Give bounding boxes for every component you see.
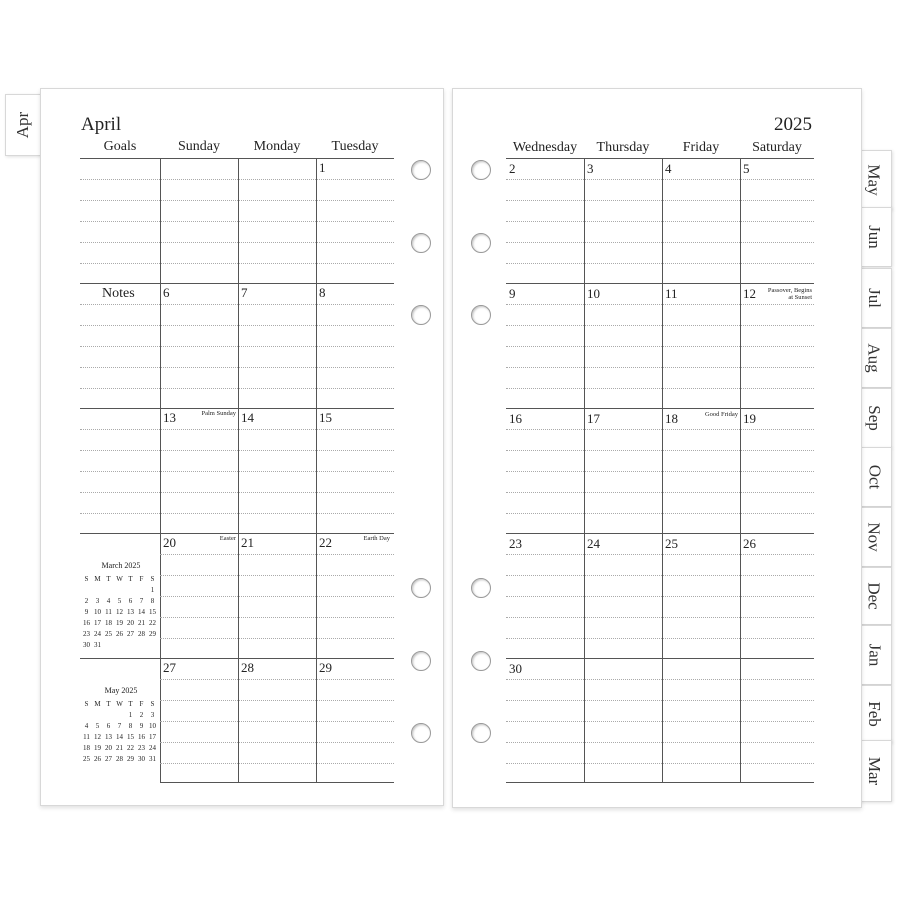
writing-line	[506, 700, 814, 701]
day-number: 17	[587, 411, 600, 426]
mini-day: 25	[83, 755, 90, 763]
grid-line	[80, 158, 394, 159]
writing-line	[160, 742, 394, 743]
mini-day	[125, 586, 136, 594]
grid-line	[160, 158, 161, 782]
day-number: 9	[509, 286, 516, 301]
day-number: 22	[319, 535, 332, 550]
writing-line	[80, 513, 394, 514]
binder-hole	[411, 578, 431, 598]
mini-day: 4	[106, 597, 111, 605]
mini-weekday: S	[84, 575, 89, 583]
mini-day	[81, 586, 92, 594]
writing-line	[160, 700, 394, 701]
writing-line	[80, 200, 394, 201]
writing-line	[160, 617, 394, 618]
tab-label: Feb	[865, 701, 884, 727]
header-saturday: Saturday	[752, 140, 802, 155]
mini-day: 19	[116, 619, 123, 627]
writing-line	[506, 554, 814, 555]
day-number: 21	[241, 535, 254, 550]
day-number: 7	[241, 285, 248, 300]
mini-weekday: T	[128, 700, 133, 708]
day-number: 6	[163, 285, 170, 300]
writing-line	[506, 304, 814, 305]
writing-line	[80, 367, 394, 368]
mini-day: 22	[127, 744, 134, 752]
writing-line	[80, 388, 394, 389]
mini-day	[92, 586, 103, 594]
binder-hole	[471, 233, 491, 253]
mini-day: 23	[83, 630, 90, 638]
binder-hole	[471, 723, 491, 743]
mini-day: 23	[138, 744, 145, 752]
day-number: 3	[587, 161, 594, 176]
writing-line	[506, 263, 814, 264]
day-number: 28	[241, 660, 254, 675]
writing-line	[506, 679, 814, 680]
day-number: 25	[665, 536, 678, 551]
grid-line	[80, 283, 394, 284]
grid-line	[662, 158, 663, 782]
mini-day: 7	[117, 722, 122, 730]
grid-line	[80, 408, 394, 409]
mini-day: 6	[106, 722, 111, 730]
grid-line	[584, 158, 585, 782]
mini-weekday: W	[116, 575, 123, 583]
writing-line	[80, 221, 394, 222]
mini-day: 14	[116, 733, 123, 741]
mini-day: 9	[84, 608, 89, 616]
tab-label: Jan	[864, 643, 884, 667]
day-number: 11	[665, 286, 678, 301]
day-number: 2	[509, 161, 516, 176]
binder-hole	[471, 578, 491, 598]
binder-hole	[411, 651, 431, 671]
grid-line	[506, 158, 814, 159]
writing-line	[160, 575, 394, 576]
mini-day: 5	[117, 597, 122, 605]
day-number: 29	[319, 660, 332, 675]
mini-day: 30	[138, 755, 145, 763]
mini-weekday: T	[106, 700, 111, 708]
mini-day: 30	[83, 641, 90, 649]
writing-line	[80, 492, 394, 493]
mini-calendar-title: March 2025	[101, 561, 141, 570]
binder-hole	[411, 305, 431, 325]
mini-day	[103, 711, 114, 719]
holiday-passover-line1: Passover, Begins	[767, 287, 812, 294]
holiday-passover-line2: at Sunset	[788, 294, 812, 302]
header-sunday: Sunday	[178, 139, 220, 154]
mini-day	[103, 586, 114, 594]
writing-line	[160, 554, 394, 555]
mini-day	[114, 711, 125, 719]
mini-day: 24	[149, 744, 156, 752]
mini-day: 31	[149, 755, 156, 763]
mini-day: 11	[83, 733, 90, 741]
mini-day: 8	[128, 722, 133, 730]
writing-line	[80, 242, 394, 243]
grid-line	[316, 158, 317, 782]
mini-day: 1	[128, 711, 133, 719]
mini-day: 27	[105, 755, 112, 763]
mini-day: 10	[149, 722, 156, 730]
holiday-passover	[756, 287, 812, 301]
writing-line	[506, 513, 814, 514]
mini-calendar-may	[81, 686, 161, 763]
writing-line	[506, 471, 814, 472]
mini-day: 31	[94, 641, 101, 649]
mini-calendar-march	[81, 561, 161, 649]
mini-day: 28	[138, 630, 145, 638]
mini-day: 15	[127, 733, 134, 741]
writing-line	[160, 721, 394, 722]
mini-day: 20	[127, 619, 134, 627]
writing-line	[506, 638, 814, 639]
binder-hole	[471, 305, 491, 325]
binder-hole	[471, 160, 491, 180]
year-title: 2025	[774, 114, 812, 135]
writing-line	[506, 721, 814, 722]
tab-apr-label: Apr	[12, 111, 32, 139]
tab-label: Sep	[865, 405, 884, 431]
mini-day: 12	[116, 608, 123, 616]
day-number: 1	[319, 160, 326, 175]
mini-day: 26	[116, 630, 123, 638]
writing-line	[80, 471, 394, 472]
tab-label: Mar	[864, 756, 884, 786]
mini-day: 16	[83, 619, 90, 627]
writing-line	[80, 304, 394, 305]
mini-day: 18	[83, 744, 90, 752]
tab-label: May	[864, 164, 884, 196]
tab-label: Aug	[865, 343, 884, 373]
mini-day	[92, 711, 103, 719]
binder-hole	[471, 651, 491, 671]
writing-line	[506, 325, 814, 326]
writing-line	[160, 596, 394, 597]
writing-line	[506, 617, 814, 618]
header-thursday: Thursday	[596, 140, 650, 155]
header-goals: Goals	[103, 139, 137, 154]
mini-day: 12	[94, 733, 101, 741]
writing-line	[506, 742, 814, 743]
writing-line	[80, 346, 394, 347]
mini-day: 8	[150, 597, 155, 605]
mini-weekday: S	[150, 700, 155, 708]
grid-line	[506, 533, 814, 534]
mini-day: 10	[94, 608, 101, 616]
day-number: 15	[319, 410, 332, 425]
mini-day	[81, 711, 92, 719]
tab-label: Oct	[864, 464, 884, 490]
grid-line	[160, 782, 394, 783]
mini-day: 13	[127, 608, 134, 616]
tab-label: Dec	[865, 582, 884, 610]
grid-line	[506, 658, 814, 659]
day-number: 12	[743, 286, 756, 301]
mini-day: 7	[139, 597, 144, 605]
holiday-easter: Easter	[219, 535, 236, 542]
mini-day: 27	[127, 630, 134, 638]
writing-line	[80, 325, 394, 326]
binder-hole	[411, 723, 431, 743]
header-tuesday: Tuesday	[331, 139, 379, 154]
mini-day: 11	[105, 608, 112, 616]
mini-day: 13	[105, 733, 112, 741]
writing-line	[80, 179, 394, 180]
writing-line	[160, 763, 394, 764]
mini-weekday: M	[94, 700, 101, 708]
mini-day: 3	[150, 711, 155, 719]
grid-line	[238, 158, 239, 782]
mini-day: 17	[149, 733, 156, 741]
day-number: 26	[743, 536, 756, 551]
day-number: 5	[743, 161, 750, 176]
mini-day: 2	[139, 711, 144, 719]
grid-line	[740, 158, 741, 782]
mini-day: 22	[149, 619, 156, 627]
mini-weekday: S	[84, 700, 89, 708]
day-number: 10	[587, 286, 600, 301]
mini-day: 9	[139, 722, 144, 730]
writing-line	[160, 638, 394, 639]
writing-line	[506, 763, 814, 764]
mini-weekday: W	[116, 700, 123, 708]
header-wednesday: Wednesday	[512, 140, 578, 155]
mini-day: 17	[94, 619, 101, 627]
mini-weekday: T	[128, 575, 133, 583]
mini-day: 1	[150, 586, 155, 594]
mini-day: 21	[138, 619, 145, 627]
mini-day: 19	[94, 744, 101, 752]
mini-day: 29	[127, 755, 134, 763]
writing-line	[506, 492, 814, 493]
mini-day: 29	[149, 630, 156, 638]
mini-weekday: S	[150, 575, 155, 583]
mini-day: 6	[128, 597, 133, 605]
day-number: 18	[665, 411, 678, 426]
writing-line	[80, 429, 394, 430]
day-number: 8	[319, 285, 326, 300]
month-title: April	[81, 114, 122, 135]
writing-line	[160, 679, 394, 680]
tab-apr[interactable]	[5, 94, 41, 156]
writing-line	[506, 221, 814, 222]
tab-label: Jul	[865, 288, 884, 308]
mini-calendar-title: May 2025	[104, 686, 138, 695]
mini-day: 4	[84, 722, 89, 730]
grid-line	[80, 533, 394, 534]
writing-line	[506, 450, 814, 451]
tab-label: Nov	[865, 522, 884, 552]
day-number: 24	[587, 536, 600, 551]
mini-day: 18	[105, 619, 112, 627]
writing-line	[506, 388, 814, 389]
day-number: 27	[163, 660, 176, 675]
writing-line	[506, 179, 814, 180]
day-number: 4	[665, 161, 672, 176]
binder-hole	[411, 233, 431, 253]
mini-day: 21	[116, 744, 123, 752]
writing-line	[506, 346, 814, 347]
day-number: 23	[509, 536, 522, 551]
tab-label: Jun	[865, 225, 884, 249]
mini-day: 3	[95, 597, 100, 605]
writing-line	[506, 242, 814, 243]
mini-weekday: T	[106, 575, 111, 583]
grid-line	[506, 782, 814, 783]
header-monday: Monday	[253, 139, 301, 154]
mini-day: 5	[95, 722, 100, 730]
mini-weekday: F	[139, 700, 144, 708]
mini-day: 16	[138, 733, 145, 741]
mini-day	[136, 586, 147, 594]
writing-line	[506, 596, 814, 597]
holiday-earth-day: Earth Day	[363, 535, 390, 542]
mini-day	[114, 586, 125, 594]
mini-day: 20	[105, 744, 112, 752]
mini-day: 24	[94, 630, 101, 638]
header-friday: Friday	[682, 140, 720, 155]
day-number: 30	[509, 661, 522, 676]
grid-line	[80, 658, 394, 659]
day-number: 13	[163, 410, 176, 425]
day-number: 19	[743, 411, 756, 426]
mini-day: 14	[138, 608, 145, 616]
holiday-good-friday: Good Friday	[704, 411, 738, 418]
mini-weekday: F	[139, 575, 144, 583]
mini-day: 2	[84, 597, 89, 605]
writing-line	[506, 429, 814, 430]
writing-line	[506, 200, 814, 201]
holiday-palm-sunday: Palm Sunday	[201, 410, 236, 417]
writing-line	[506, 367, 814, 368]
day-number: 16	[509, 411, 522, 426]
day-number: 14	[241, 410, 254, 425]
grid-line	[506, 408, 814, 409]
mini-weekday: M	[94, 575, 101, 583]
mini-day: 26	[94, 755, 101, 763]
grid-line	[506, 283, 814, 284]
writing-line	[506, 575, 814, 576]
binder-hole	[411, 160, 431, 180]
day-number: 20	[163, 535, 176, 550]
writing-line	[80, 263, 394, 264]
mini-day: 28	[116, 755, 123, 763]
writing-line	[80, 450, 394, 451]
mini-day: 25	[105, 630, 112, 638]
mini-day: 15	[149, 608, 156, 616]
notes-label: Notes	[102, 286, 135, 301]
